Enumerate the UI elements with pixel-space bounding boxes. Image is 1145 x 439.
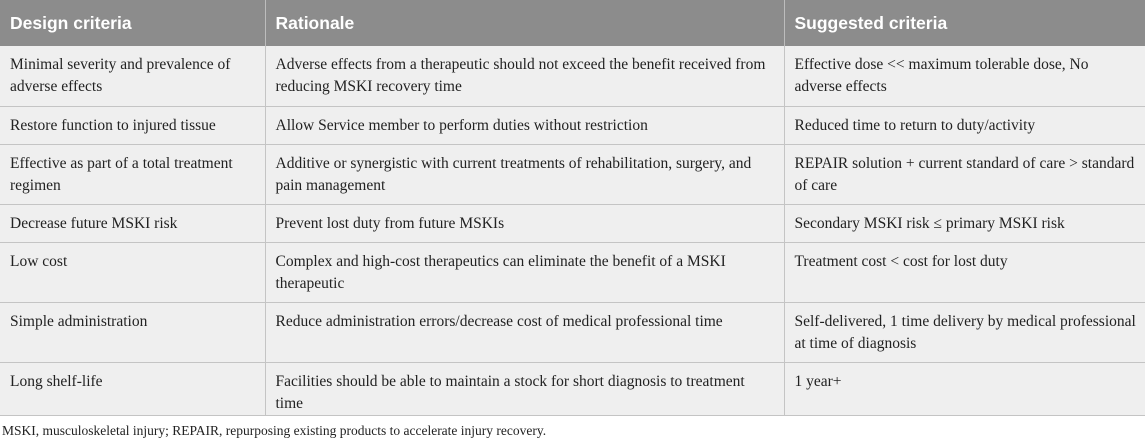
design-criteria-cell: Low cost xyxy=(0,242,265,302)
rationale-cell: Reduce administration errors/decrease cost of medical professional time xyxy=(265,302,784,362)
suggested-criteria-cell: Self-delivered, 1 time delivery by medical professional at time of diagnosis xyxy=(784,302,1145,362)
table-row xyxy=(0,46,1145,106)
suggested-criteria-cell: Effective dose << maximum tolerable dose, No adverse effects xyxy=(784,46,1145,106)
table-footnote: MSKI, musculoskeletal injury; REPAIR, repurposing existing products to accelerate injury recovery. xyxy=(2,422,547,438)
rationale-cell: Facilities should be able to maintain a stock for short diagnosis to treatment time xyxy=(265,362,784,415)
rationale-cell: Adverse effects from a therapeutic should not exceed the benefit received from reducing MSKI recovery time xyxy=(265,46,784,106)
design-criteria-cell: Effective as part of a total treatment regimen xyxy=(0,144,265,204)
suggested-criteria-cell: Treatment cost < cost for lost duty xyxy=(784,242,1145,302)
table-row xyxy=(0,302,1145,362)
table-row xyxy=(0,242,1145,302)
design-criteria-cell: Simple administration xyxy=(0,302,265,362)
suggested-criteria-cell: Secondary MSKI risk ≤ primary MSKI risk xyxy=(784,204,1145,242)
header-suggested-criteria: Suggested criteria xyxy=(784,0,1145,46)
header-row xyxy=(0,0,1145,46)
rationale-cell: Allow Service member to perform duties without restriction xyxy=(265,106,784,144)
suggested-criteria-cell: 1 year+ xyxy=(784,362,1145,415)
table-row xyxy=(0,106,1145,144)
table-row xyxy=(0,204,1145,242)
design-criteria-cell: Restore function to injured tissue xyxy=(0,106,265,144)
rationale-cell: Prevent lost duty from future MSKIs xyxy=(265,204,784,242)
table-row xyxy=(0,144,1145,204)
header-rationale: Rationale xyxy=(265,0,784,46)
suggested-criteria-cell: Reduced time to return to duty/activity xyxy=(784,106,1145,144)
suggested-criteria-cell: REPAIR solution + current standard of care > standard of care xyxy=(784,144,1145,204)
design-criteria-cell: Long shelf-life xyxy=(0,362,265,415)
rationale-cell: Additive or synergistic with current treatments of rehabilitation, surgery, and pain management xyxy=(265,144,784,204)
table-row xyxy=(0,362,1145,415)
header-design-criteria: Design criteria xyxy=(0,0,265,46)
design-criteria-cell: Decrease future MSKI risk xyxy=(0,204,265,242)
rationale-cell: Complex and high-cost therapeutics can eliminate the benefit of a MSKI therapeutic xyxy=(265,242,784,302)
design-criteria-cell: Minimal severity and prevalence of adverse effects xyxy=(0,46,265,106)
